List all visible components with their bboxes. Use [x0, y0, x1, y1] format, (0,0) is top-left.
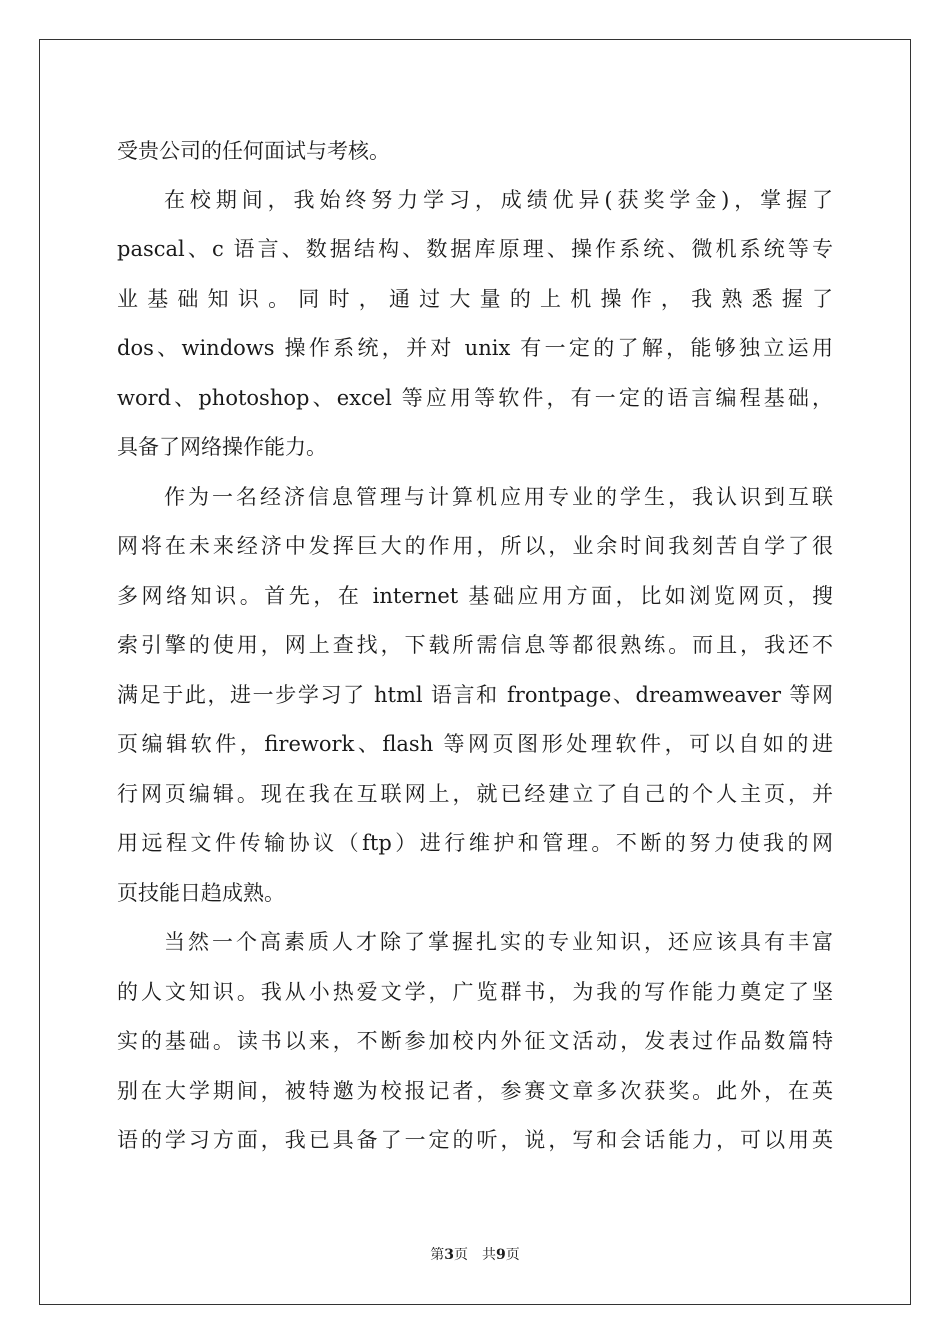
- footer-page-current: 3: [444, 1247, 454, 1263]
- body-line: 网将在未来经济中发挥巨大的作用，所以，业余时间我刻苦自学了很: [117, 534, 833, 558]
- body-line: 多网络知识。首先，在 internet 基础应用方面，比如浏览网页，搜: [117, 584, 833, 608]
- footer-page-total: 9: [496, 1247, 506, 1263]
- page-footer: [0, 1245, 950, 1265]
- body-line: 受贵公司的任何面试与考核。: [117, 139, 390, 163]
- body-line: 索引擎的使用，网上查找，下载所需信息等都很熟练。而且，我还不: [117, 633, 833, 657]
- body-line: 实的基础。读书以来，不断参加校内外征文活动，发表过作品数篇特: [117, 1029, 833, 1053]
- body-line: 在校期间，我始终努力学习，成绩优异(获奖学金)，掌握了: [164, 188, 833, 212]
- body-line: word、photoshop、excel 等应用等软件，有一定的语言编程基础，: [117, 386, 833, 410]
- body-line: dos、windows 操作系统，并对 unix 有一定的了解，能够独立运用: [117, 336, 833, 360]
- body-line: 别在大学期间，被特邀为校报记者，参赛文章多次获奖。此外，在英: [117, 1079, 833, 1103]
- body-line: 作为一名经济信息管理与计算机应用专业的学生，我认识到互联: [164, 485, 833, 509]
- body-line: 行网页编辑。现在我在互联网上，就已经建立了自己的个人主页，并: [117, 782, 833, 806]
- footer-page-prefix: 第: [430, 1247, 445, 1263]
- footer-page-suffix: 页: [505, 1247, 520, 1263]
- body-line: 页技能日趋成熟。: [117, 881, 285, 905]
- body-line: 满足于此，进一步学习了 html 语言和 frontpage、dreamweaver 等网: [117, 683, 833, 707]
- body-line: 页编辑软件，firework、flash 等网页图形处理软件，可以自如的进: [117, 732, 833, 756]
- body-line: 具备了网络操作能力。: [117, 435, 327, 459]
- body-line: pascal、c 语言、数据结构、数据库原理、操作系统、微机系统等专: [117, 237, 833, 261]
- body-line: 用远程文件传输协议（ftp）进行维护和管理。不断的努力使我的网: [117, 831, 833, 855]
- page-border: [39, 39, 911, 1305]
- body-line: 业基础知识。同时，通过大量的上机操作，我熟悉握了: [117, 287, 833, 311]
- body-line: 语的学习方面，我已具备了一定的听，说，写和会话能力，可以用英: [117, 1128, 833, 1152]
- body-line: 当然一个高素质人才除了掌握扎实的专业知识，还应该具有丰富: [164, 930, 833, 954]
- body-line: 的人文知识。我从小热爱文学，广览群书，为我的写作能力奠定了坚: [117, 980, 833, 1004]
- footer-page-mid: 页 共: [454, 1247, 496, 1263]
